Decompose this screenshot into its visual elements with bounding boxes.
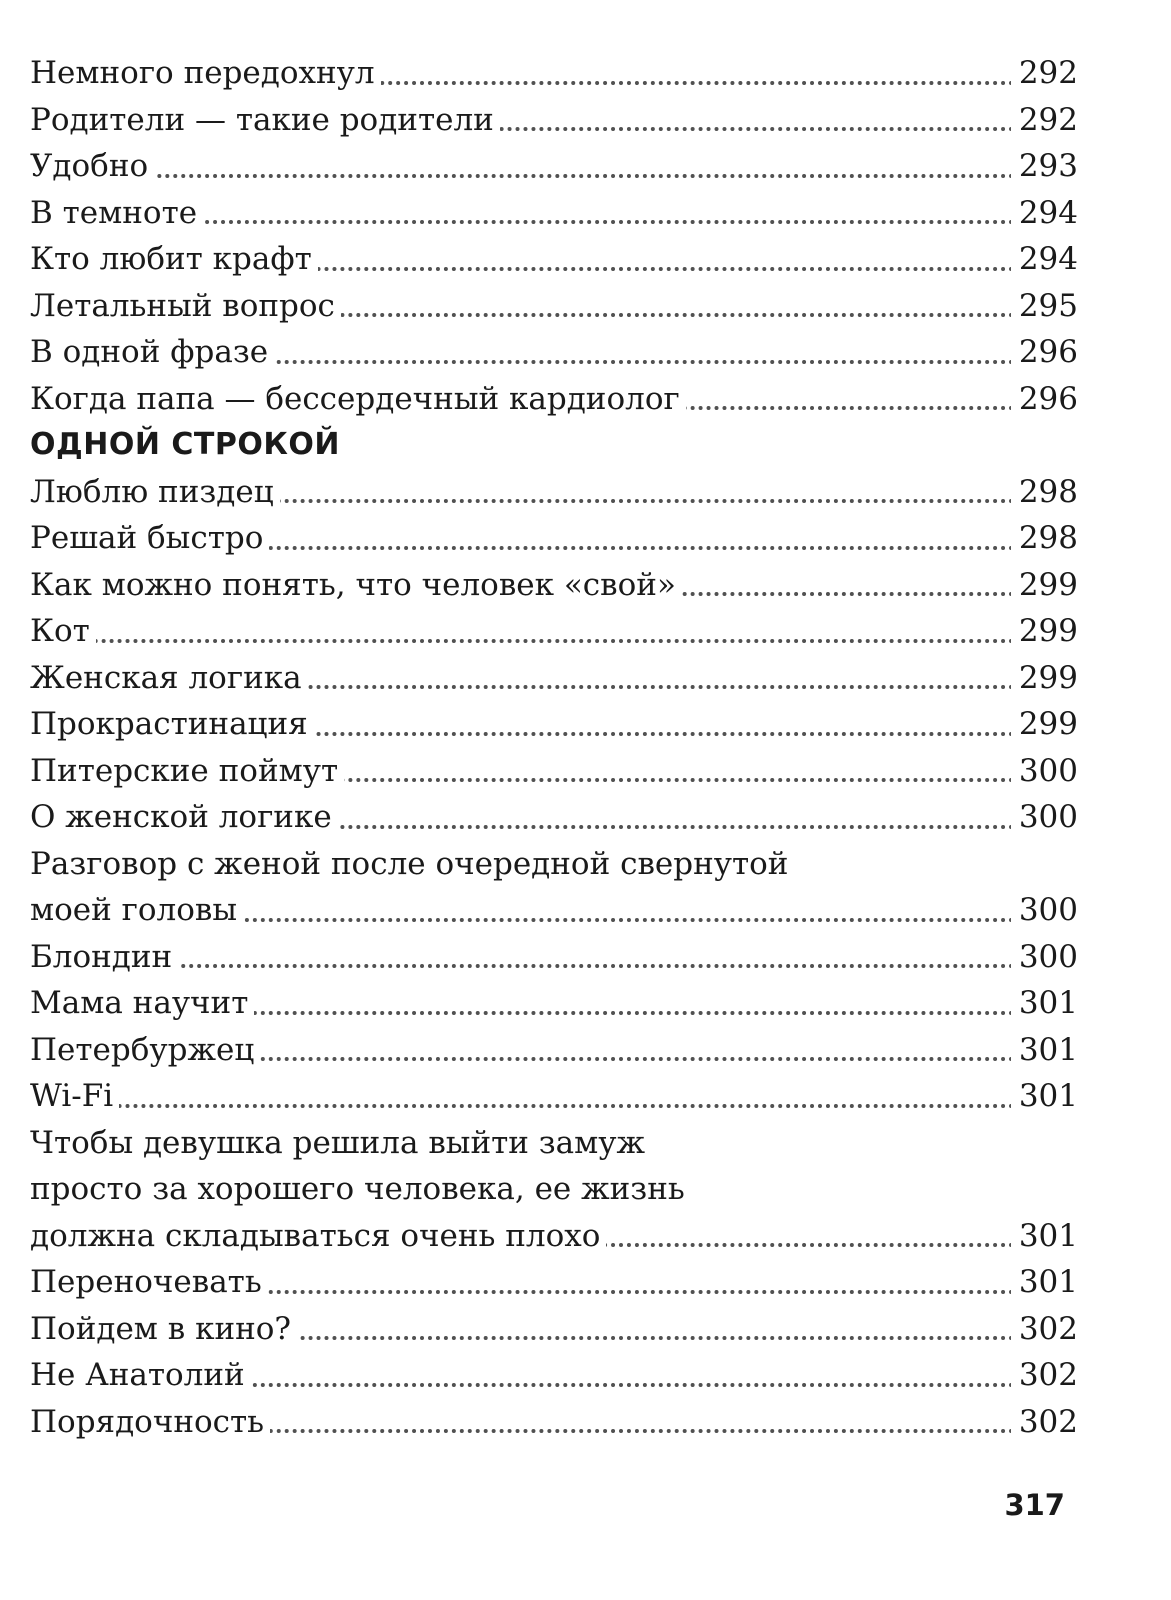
toc-entry-title: Блондин xyxy=(30,939,178,975)
toc-entry xyxy=(30,794,1078,841)
toc-entry-page: 302 xyxy=(1011,1352,1078,1399)
toc-entry-title: В темноте xyxy=(30,195,203,231)
toc-entry-page: 296 xyxy=(1011,376,1078,423)
toc-entry-title: Кто любит крафт xyxy=(30,241,318,277)
section-heading: ОДНОЙ СТРОКОЙ xyxy=(30,427,340,462)
toc-entry xyxy=(30,1259,1078,1306)
toc-entry-page: 294 xyxy=(1011,236,1078,283)
toc-page xyxy=(30,50,1078,1590)
toc-entry-page: 300 xyxy=(1011,748,1078,795)
toc-entry-page: 299 xyxy=(1011,562,1078,609)
toc-entry xyxy=(30,562,1078,609)
toc-entry xyxy=(30,329,1078,376)
toc-entry xyxy=(30,934,1078,981)
toc-entry-page: 292 xyxy=(1011,50,1078,97)
toc-entry xyxy=(30,1027,1078,1074)
toc-entry xyxy=(30,980,1078,1027)
toc-entry-title: моей головы xyxy=(30,892,243,928)
dot-leader xyxy=(30,174,1078,178)
toc-entry xyxy=(30,1399,1078,1446)
toc-entry-title: Разговор с женой после очередной свернутой xyxy=(30,846,794,882)
toc-entry-title: Мама научит xyxy=(30,985,254,1021)
toc-entry xyxy=(30,143,1078,190)
toc-entry xyxy=(30,1120,1078,1260)
toc-entry-page: 298 xyxy=(1011,469,1078,516)
dot-leader xyxy=(30,1104,1078,1108)
toc-entry-title: просто за хорошего человека, ее жизнь xyxy=(30,1171,691,1207)
toc-entry-title: должна складываться очень плохо xyxy=(30,1218,606,1254)
toc-entry-title: О женской логике xyxy=(30,799,338,835)
toc-entry xyxy=(30,655,1078,702)
toc-entry xyxy=(30,1306,1078,1353)
toc-entry xyxy=(30,50,1078,97)
toc-entry xyxy=(30,236,1078,283)
toc-entry-title: Кот xyxy=(30,613,96,649)
toc-entry-page: 292 xyxy=(1011,97,1078,144)
toc-list-after xyxy=(30,469,1078,1446)
toc-entry-title: Чтобы девушка решила выйти замуж xyxy=(30,1125,651,1161)
toc-entry-title: В одной фразе xyxy=(30,334,274,370)
toc-entry-title: Немного передохнул xyxy=(30,55,381,91)
toc-entry xyxy=(30,97,1078,144)
toc-entry xyxy=(30,701,1078,748)
toc-entry-title: Когда папа — бессердечный кардиолог xyxy=(30,381,686,417)
toc-entry xyxy=(30,469,1078,516)
toc-entry-page: 299 xyxy=(1011,701,1078,748)
toc-entry-title: Wi-Fi xyxy=(30,1078,119,1114)
toc-entry-title: Как можно понять, что человек «свой» xyxy=(30,567,682,603)
toc-entry-page: 300 xyxy=(1011,887,1078,934)
toc-list-before xyxy=(30,50,1078,422)
dot-leader xyxy=(30,964,1078,968)
toc-entry-page: 300 xyxy=(1011,934,1078,981)
toc-entry xyxy=(30,608,1078,655)
toc-entry-title: Родители — такие родители xyxy=(30,102,500,138)
toc-entry-page: 301 xyxy=(1011,1259,1078,1306)
toc-entry-title: Решай быстро xyxy=(30,520,269,556)
toc-entry-page: 302 xyxy=(1011,1399,1078,1446)
toc-entry xyxy=(30,515,1078,562)
toc-entry-page: 299 xyxy=(1011,608,1078,655)
toc-entry xyxy=(30,1352,1078,1399)
toc-entry-title: Женская логика xyxy=(30,660,308,696)
toc-entry-title: Не Анатолий xyxy=(30,1357,251,1393)
toc-entry-title: Питерские поймут xyxy=(30,753,344,789)
toc-entry xyxy=(30,748,1078,795)
toc-entry-page: 301 xyxy=(1011,1073,1078,1120)
toc-entry-page: 301 xyxy=(1011,1213,1078,1260)
toc-entry-page: 301 xyxy=(1011,1027,1078,1074)
toc-entry-title: Петербуржец xyxy=(30,1032,260,1068)
toc-entry-page: 296 xyxy=(1011,329,1078,376)
dot-leader xyxy=(30,639,1078,643)
page-number: 317 xyxy=(1004,1488,1065,1522)
toc-entry xyxy=(30,376,1078,423)
toc-entry-title: Прокрастинация xyxy=(30,706,314,742)
toc-entry-page: 298 xyxy=(1011,515,1078,562)
toc-entry-page: 293 xyxy=(1011,143,1078,190)
toc-entry-title: Удобно xyxy=(30,148,154,184)
toc-entry xyxy=(30,283,1078,330)
toc-entry-page: 295 xyxy=(1011,283,1078,330)
toc-entry-title: Переночевать xyxy=(30,1264,268,1300)
toc-entry-title: Порядочность xyxy=(30,1404,270,1440)
toc-entry-page: 302 xyxy=(1011,1306,1078,1353)
toc-entry-page: 301 xyxy=(1011,980,1078,1027)
toc-entry-title: Пойдем в кино? xyxy=(30,1311,297,1347)
toc-entry-page: 294 xyxy=(1011,190,1078,237)
toc-entry-page: 300 xyxy=(1011,794,1078,841)
toc-entry xyxy=(30,841,1078,934)
toc-entry xyxy=(30,190,1078,237)
toc-entry-title: Люблю пиздец xyxy=(30,474,280,510)
toc-entry-title: Летальный вопрос xyxy=(30,288,341,324)
toc-entry xyxy=(30,1073,1078,1120)
toc-entry-page: 299 xyxy=(1011,655,1078,702)
